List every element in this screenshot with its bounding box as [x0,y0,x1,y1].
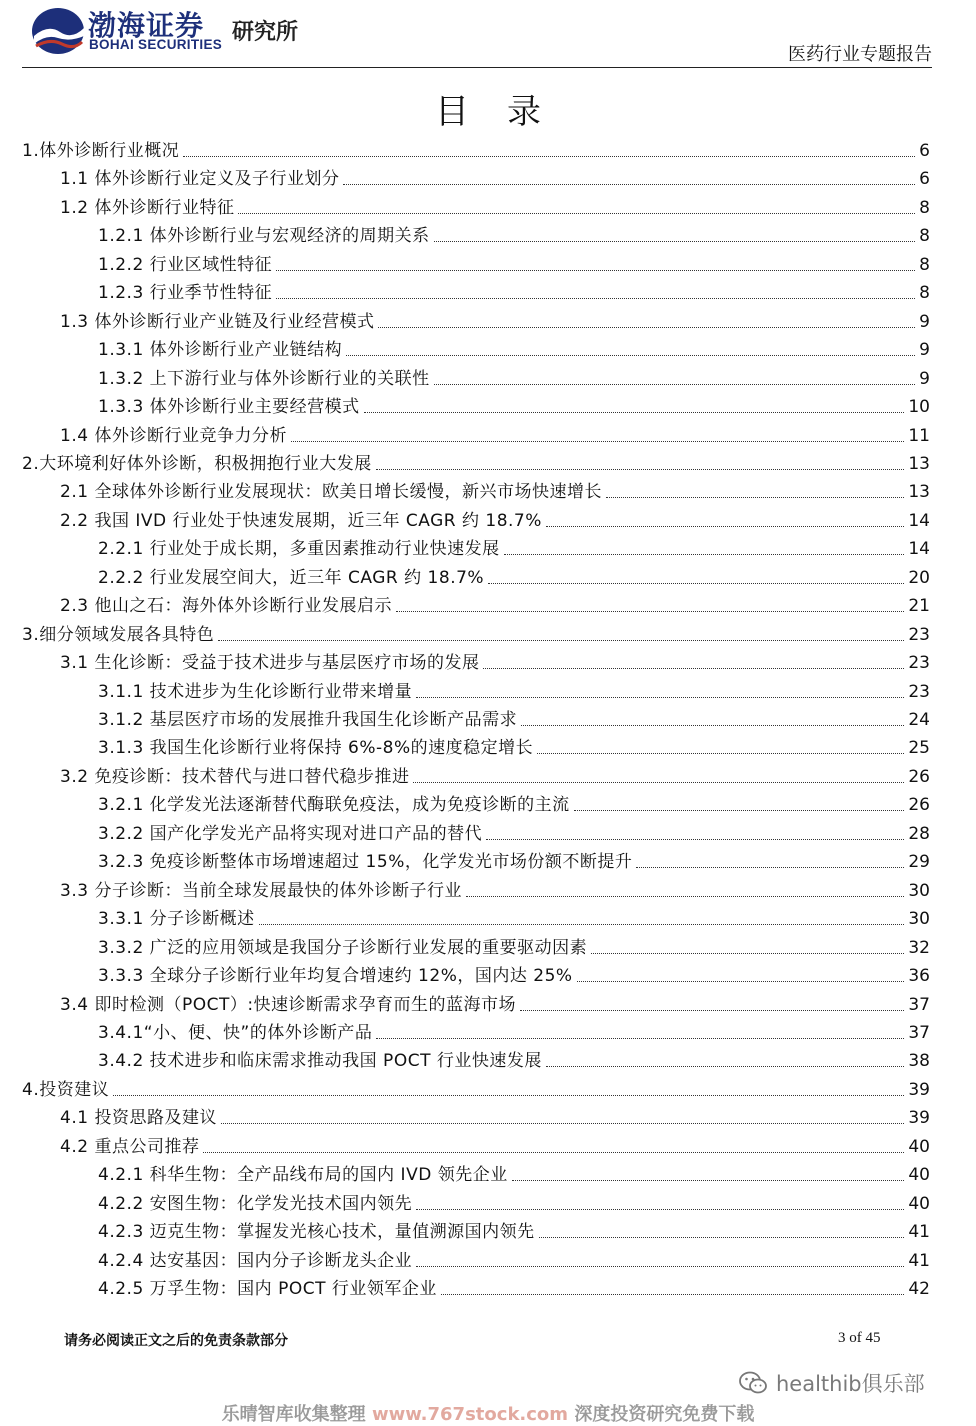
toc-leader-dots [238,213,915,214]
toc-leader-dots [574,810,905,811]
watermark-right: 深度投资研究免费下载 [574,1404,755,1425]
toc-entry-title: 4.2.5 万孚生物：国内 POCT 行业领军企业 [98,1279,437,1299]
wechat-icon [738,1370,768,1396]
toc-entry-title: 3.3.2 广泛的应用领域是我国分子诊断行业发展的重要驱动因素 [98,937,588,958]
toc-entry[interactable] [22,333,930,361]
toc-entry[interactable] [22,817,930,845]
toc-entry-title: 1.2.2 行业区域性特征 [98,254,273,275]
toc-entry[interactable] [22,276,930,304]
toc-entry-page: 38 [908,1051,930,1072]
toc-leader-dots [539,1237,905,1238]
toc-entry-page: 24 [908,710,930,730]
toc-entry[interactable] [22,1244,930,1272]
toc-leader-dots [636,867,904,868]
toc-entry-page: 26 [908,766,930,787]
watermark-left: 乐晴智库收集整理 [221,1404,366,1425]
toc-entry-page: 32 [908,937,930,958]
toc-leader-dots [378,327,915,328]
toc-entry-title: 2.3 他山之石：海外体外诊断行业发展启示 [60,596,392,617]
toc-leader-dots [291,441,904,442]
toc-leader-dots [259,924,905,925]
toc-leader-dots [416,1266,904,1267]
toc-entry-title: 3.3 分子诊断：当前全球发展最快的体外诊断子行业 [60,880,462,901]
toc-entry[interactable] [22,504,930,532]
toc-entry-page: 9 [919,368,930,389]
page-header [0,0,976,68]
toc-entry[interactable] [22,219,930,247]
toc-entry-page: 30 [908,909,930,930]
toc-entry-title: 3.4.2 技术进步和临床需求推动我国 POCT 行业快速发展 [98,1051,542,1072]
toc-entry-page: 30 [908,880,930,901]
toc-entry[interactable] [22,1016,930,1044]
toc-entry[interactable] [22,191,930,219]
toc-leader-dots [364,412,905,413]
toc-entry-title: 3.2 免疫诊断：技术替代与进口替代稳步推进 [60,766,410,787]
toc-leader-dots [113,1095,904,1096]
toc-entry[interactable] [22,390,930,418]
toc-entry[interactable] [22,931,930,959]
toc-entry-title: 1.2 体外诊断行业特征 [60,197,235,218]
toc-entry-title: 2.2 我国 IVD 行业处于快速发展期，近三年 CAGR 约 18.7% [60,510,542,531]
toc-leader-dots [413,782,904,783]
toc-leader-dots [537,753,904,754]
toc-entry-title: 1.1 体外诊断行业定义及子行业划分 [60,169,340,190]
toc-entry-title: 3.1.1 技术进步为生化诊断行业带来增量 [98,681,413,702]
toc-entry[interactable] [22,305,930,333]
toc-entry-title: 1.3.1 体外诊断行业产业链结构 [98,340,343,361]
toc-leader-dots [486,839,904,840]
toc-entry[interactable] [22,1272,930,1300]
toc-entry[interactable] [22,618,930,646]
toc-entry[interactable] [22,1158,930,1186]
toc-entry-title: 4.2.2 安图生物：化学发光技术国内领先 [98,1193,413,1214]
toc-entry-page: 41 [908,1222,930,1243]
toc-entry-page: 40 [908,1165,930,1186]
toc-entry-page: 9 [919,340,930,361]
toc-leader-dots [488,583,904,584]
toc-leader-dots [396,611,904,612]
toc-leader-dots [466,896,904,897]
toc-entry-title: 3.2.2 国产化学发光产品将实现对进口产品的替代 [98,823,483,844]
toc-leader-dots [376,1038,904,1039]
toc-leader-dots [376,469,905,470]
toc-entry-title: 1.体外诊断行业概况 [22,141,180,161]
toc-leader-dots [276,298,915,299]
toc-leader-dots [591,953,904,954]
toc-entry-page: 23 [908,681,930,702]
header-divider [22,67,932,68]
toc-leader-dots [434,384,916,385]
toc-entry-page: 36 [908,966,930,987]
toc-entry[interactable] [22,731,930,759]
toc-leader-dots [434,241,916,242]
toc-entry[interactable] [22,1187,930,1215]
toc-entry[interactable] [22,1215,930,1243]
toc-entry-page: 21 [908,596,930,617]
toc-entry-title: 3.1.2 基层医疗市场的发展推升我国生化诊断产品需求 [98,710,518,730]
toc-entry-title: 3.2.1 化学发光法逐渐替代酶联免疫法，成为免疫诊断的主流 [98,795,570,816]
toc-entry-title: 2.1 全球体外诊断行业发展现状：欧美日增长缓慢，新兴市场快速增长 [60,482,602,503]
toc-entry[interactable] [22,561,930,589]
toc-leader-dots [416,697,904,698]
toc-entry-title: 1.3.2 上下游行业与体外诊断行业的关联性 [98,368,430,389]
disclaimer-note: 请务必阅读正文之后的免责条款部分 [64,1333,288,1349]
toc-entry[interactable] [22,475,930,503]
toc-entry-page: 8 [919,283,930,304]
toc-entry-title: 1.3 体外诊断行业产业链及行业经营模式 [60,311,375,332]
bohai-logo-icon [30,6,86,56]
toc-entry-title: 3.4 即时检测（POCT）:快速诊断需求孕育而生的蓝海市场 [60,994,517,1015]
toc-leader-dots [520,1010,904,1011]
toc-leader-dots [504,554,905,555]
toc-leader-dots [276,270,915,271]
toc-entry[interactable] [22,675,930,703]
toc-title: 目录 [435,92,579,132]
toc-entry-page: 6 [919,169,930,190]
toc-entry-page: 26 [908,795,930,816]
toc-entry[interactable] [22,447,930,475]
toc-leader-dots [441,1294,905,1295]
toc-entry[interactable] [22,988,930,1016]
toc-entry-title: 4.投资建议 [22,1079,110,1100]
toc-entry[interactable] [22,874,930,902]
toc-entry-page: 23 [908,653,930,674]
toc-leader-dots [483,668,904,669]
toc-entry-title: 3.4.1“小、便、快”的体外诊断产品 [98,1022,373,1043]
toc-entry[interactable] [22,1130,930,1158]
toc-entry[interactable] [22,902,930,930]
report-type: 医药行业专题报告 [788,44,932,65]
wechat-account-name: healthib俱乐部 [776,1372,925,1396]
toc-leader-dots [512,1180,905,1181]
toc-leader-dots [416,1209,904,1210]
toc-entry-page: 14 [908,510,930,531]
toc-entry-title: 1.2.1 体外诊断行业与宏观经济的周期关系 [98,226,430,247]
toc-entry-page: 28 [908,823,930,844]
toc-entry-title: 2.2.2 行业发展空间大，近三年 CAGR 约 18.7% [98,567,485,588]
toc-entry-title: 4.2.4 达安基因：国内分子诊断龙头企业 [98,1250,413,1271]
toc-entry-page: 23 [908,624,930,645]
toc-leader-dots [218,640,904,641]
toc-leader-dots [521,725,904,726]
toc-entry[interactable] [22,703,930,731]
toc-entry-title: 3.1 生化诊断：受益于技术进步与基层医疗市场的发展 [60,653,480,674]
toc-entry-page: 40 [908,1193,930,1214]
toc-entry-page: 37 [908,994,930,1015]
toc-entry-title: 1.3.3 体外诊断行业主要经营模式 [98,397,360,418]
toc-entry-title: 2.2.1 行业处于成长期，多重因素推动行业快速发展 [98,539,500,560]
toc-entry-title: 2.大环境利好体外诊断，积极拥抱行业大发展 [22,453,372,474]
toc-leader-dots [183,156,915,157]
toc-entry[interactable] [22,1073,930,1101]
wechat-badge [738,1368,925,1398]
toc-entry-page: 41 [908,1250,930,1271]
toc-leader-dots [546,526,904,527]
toc-entry-title: 4.2.3 迈克生物：掌握发光核心技术，量值溯源国内领先 [98,1222,535,1243]
toc-entry[interactable] [22,532,930,560]
toc-entry-page: 40 [908,1136,930,1157]
toc-entry[interactable] [22,760,930,788]
watermark-url[interactable]: www.767stock.com [371,1404,569,1425]
toc-entry-page: 8 [919,197,930,218]
watermark [0,1400,976,1426]
toc-entry-page: 39 [908,1108,930,1129]
toc-entry[interactable] [22,845,930,873]
toc-entry[interactable] [22,134,930,162]
toc-entry-page: 10 [908,397,930,418]
logo-chinese-name: 渤海证券 [88,9,205,42]
toc-entry-page: 39 [908,1079,930,1100]
toc-entry-page: 8 [919,254,930,275]
toc-entry-page: 20 [908,567,930,588]
toc-entry[interactable] [22,959,930,987]
toc-leader-dots [221,1123,904,1124]
toc-entry-title: 4.1 投资思路及建议 [60,1108,217,1129]
toc-entry[interactable] [22,1101,930,1129]
toc-entry-page: 11 [908,425,930,446]
toc-entry-page: 37 [908,1022,930,1043]
toc-leader-dots [346,355,915,356]
toc-entry-title: 4.2 重点公司推荐 [60,1136,200,1157]
toc-entry-title: 3.3.1 分子诊断概述 [98,909,255,930]
toc-entry[interactable] [22,362,930,390]
toc-leader-dots [546,1066,905,1067]
toc-entry-page: 13 [908,482,930,503]
toc-entry-page: 42 [908,1279,930,1299]
toc-entry-page: 8 [919,226,930,247]
institute-name: 研究所 [232,20,299,45]
toc-entry-page: 25 [908,738,930,759]
toc-entry-title: 1.4 体外诊断行业竞争力分析 [60,425,287,446]
toc-entry-title: 4.2.1 科华生物：全产品线布局的国内 IVD 领先企业 [98,1165,508,1186]
toc-leader-dots [203,1152,904,1153]
toc-entry-title: 3.1.3 我国生化诊断行业将保持 6%-8%的速度稳定增长 [98,738,534,759]
toc-entry[interactable] [22,248,930,276]
toc-entry[interactable] [22,1044,930,1072]
toc-leader-dots [343,184,915,185]
logo-english-name: BOHAI SECURITIES [89,37,223,52]
toc-entry-page: 29 [908,852,930,873]
toc-leader-dots [606,497,904,498]
toc-entry[interactable] [22,788,930,816]
toc-entry[interactable] [22,589,930,617]
toc-entry[interactable] [22,646,930,674]
toc-entry-page: 6 [919,141,930,161]
toc-entry-title: 3.3.3 全球分子诊断行业年均复合增速约 12%，国内达 25% [98,966,573,987]
toc-entry[interactable] [22,162,930,190]
toc-entry-title: 3.细分领域发展各具特色 [22,624,215,645]
page-number: 3 of 45 [838,1330,881,1346]
toc-entry-title: 1.2.3 行业季节性特征 [98,283,273,304]
toc-entry-page: 9 [919,311,930,332]
toc-entry-page: 14 [908,539,930,560]
toc-entry[interactable] [22,419,930,447]
toc-leader-dots [577,981,905,982]
toc-entry-title: 3.2.3 免疫诊断整体市场增速超过 15%，化学发光市场份额不断提升 [98,852,633,873]
toc-entry-page: 13 [908,453,930,474]
